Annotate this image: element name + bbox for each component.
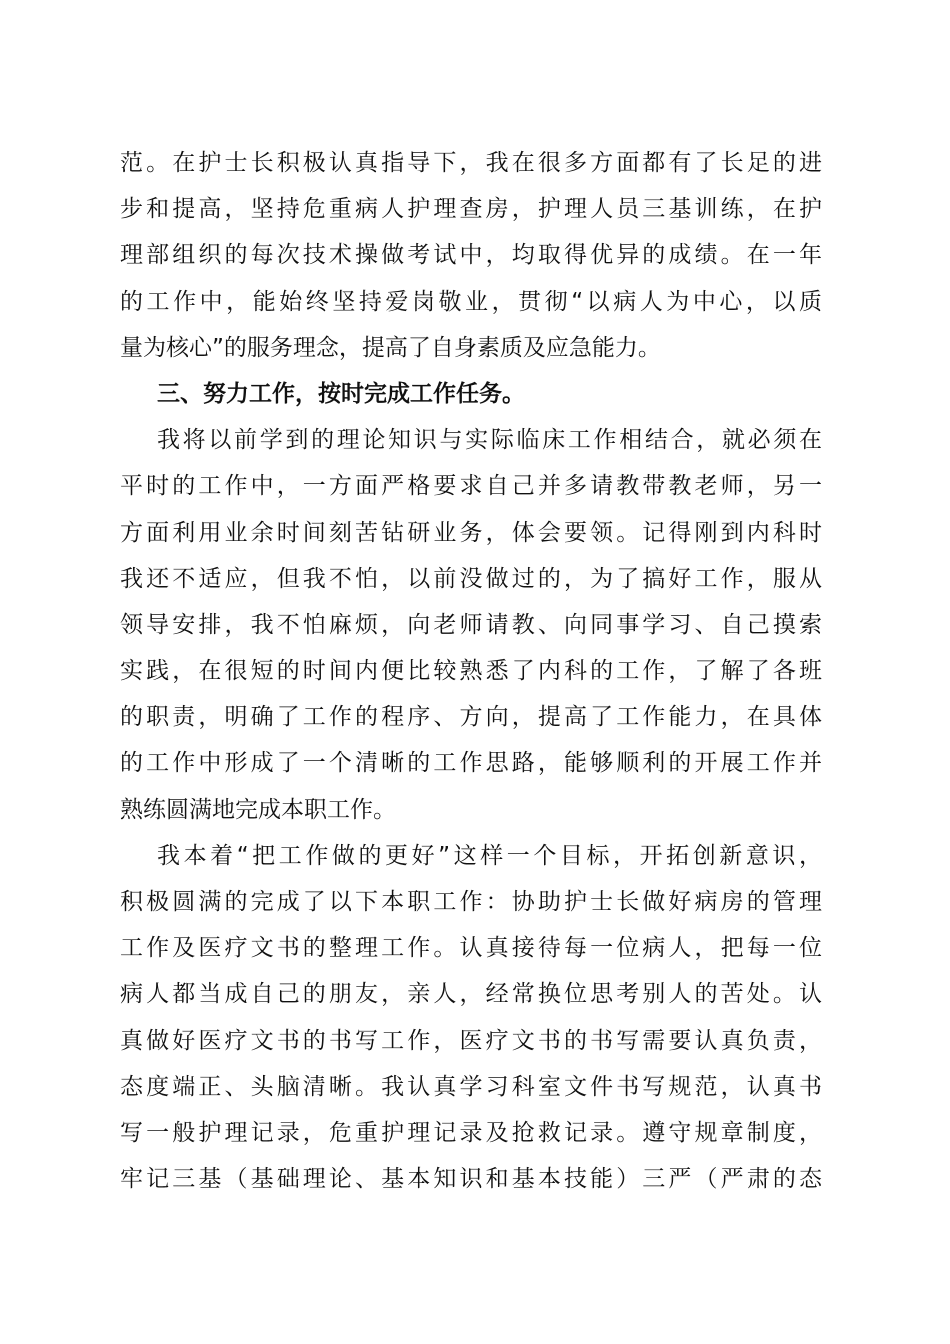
text-line: 熟练圆满地完成本职工作。 [120,796,396,823]
text-line: 理部组织的每次技术操做考试中，均取得优异的成绩。在一年 [120,242,822,269]
paragraph-3 [120,833,822,1203]
text-line: 病人都当成自己的朋友，亲人，经常换位思考别人的苦处。认 [120,981,822,1008]
text-line: 平时的工作中，一方面严格要求自己并多请教带教老师，另一 [120,473,822,500]
text-line: 方面利用业余时间刻苦钻研业务，体会要领。记得刚到内科时 [120,519,822,546]
text-line: 我将以前学到的理论知识与实际临床工作相结合，就必须在 [157,427,822,454]
text-line: 态度端正、头脑清晰。我认真学习科室文件书写规范，认真书 [120,1073,822,1100]
section-heading: 三、努力工作，按时完成工作任务。 [157,380,525,407]
text-line: 步和提高，坚持危重病人护理查房，护理人员三基训练，在护 [120,196,822,223]
text-line: 范。在护士长积极认真指导下，我在很多方面都有了长足的进 [120,150,822,176]
text-line: 我还不适应，但我不怕，以前没做过的，为了搞好工作，服从 [120,565,822,592]
paragraph-2 [120,417,822,833]
text-line: 的职责，明确了工作的程序、方向，提高了工作能力，在具体 [120,704,822,731]
text-line: 工作及医疗文书的整理工作。认真接待每一位病人，把每一位 [120,935,822,962]
text-line: 我本着“把工作做的更好”这样一个目标，开拓创新意识， [157,842,822,869]
text-line: 牢记三基（基础理论、基本知识和基本技能）三严（严肃的态 [120,1166,822,1193]
text-line: 领导安排，我不怕麻烦，向老师请教、向同事学习、自己摸索 [120,611,822,638]
text-line: 的工作中形成了一个清晰的工作思路，能够顺利的开展工作并 [120,750,822,777]
paragraph-1 [120,140,822,371]
text-line: 写一般护理记录，危重护理记录及抢救记录。遵守规章制度， [120,1119,822,1146]
text-line: 真做好医疗文书的书写工作，医疗文书的书写需要认真负责， [120,1027,822,1054]
text-line: 积极圆满的完成了以下本职工作：协助护士长做好病房的管理 [120,889,822,915]
text-line: 量为核心”的服务理念，提高了自身素质及应急能力。 [120,334,661,361]
text-line: 实践，在很短的时间内便比较熟悉了内科的工作，了解了各班 [120,658,822,685]
document-body [120,140,822,1202]
text-line: 的工作中，能始终坚持爱岗敬业，贯彻“以病人为中心，以质 [120,288,822,315]
